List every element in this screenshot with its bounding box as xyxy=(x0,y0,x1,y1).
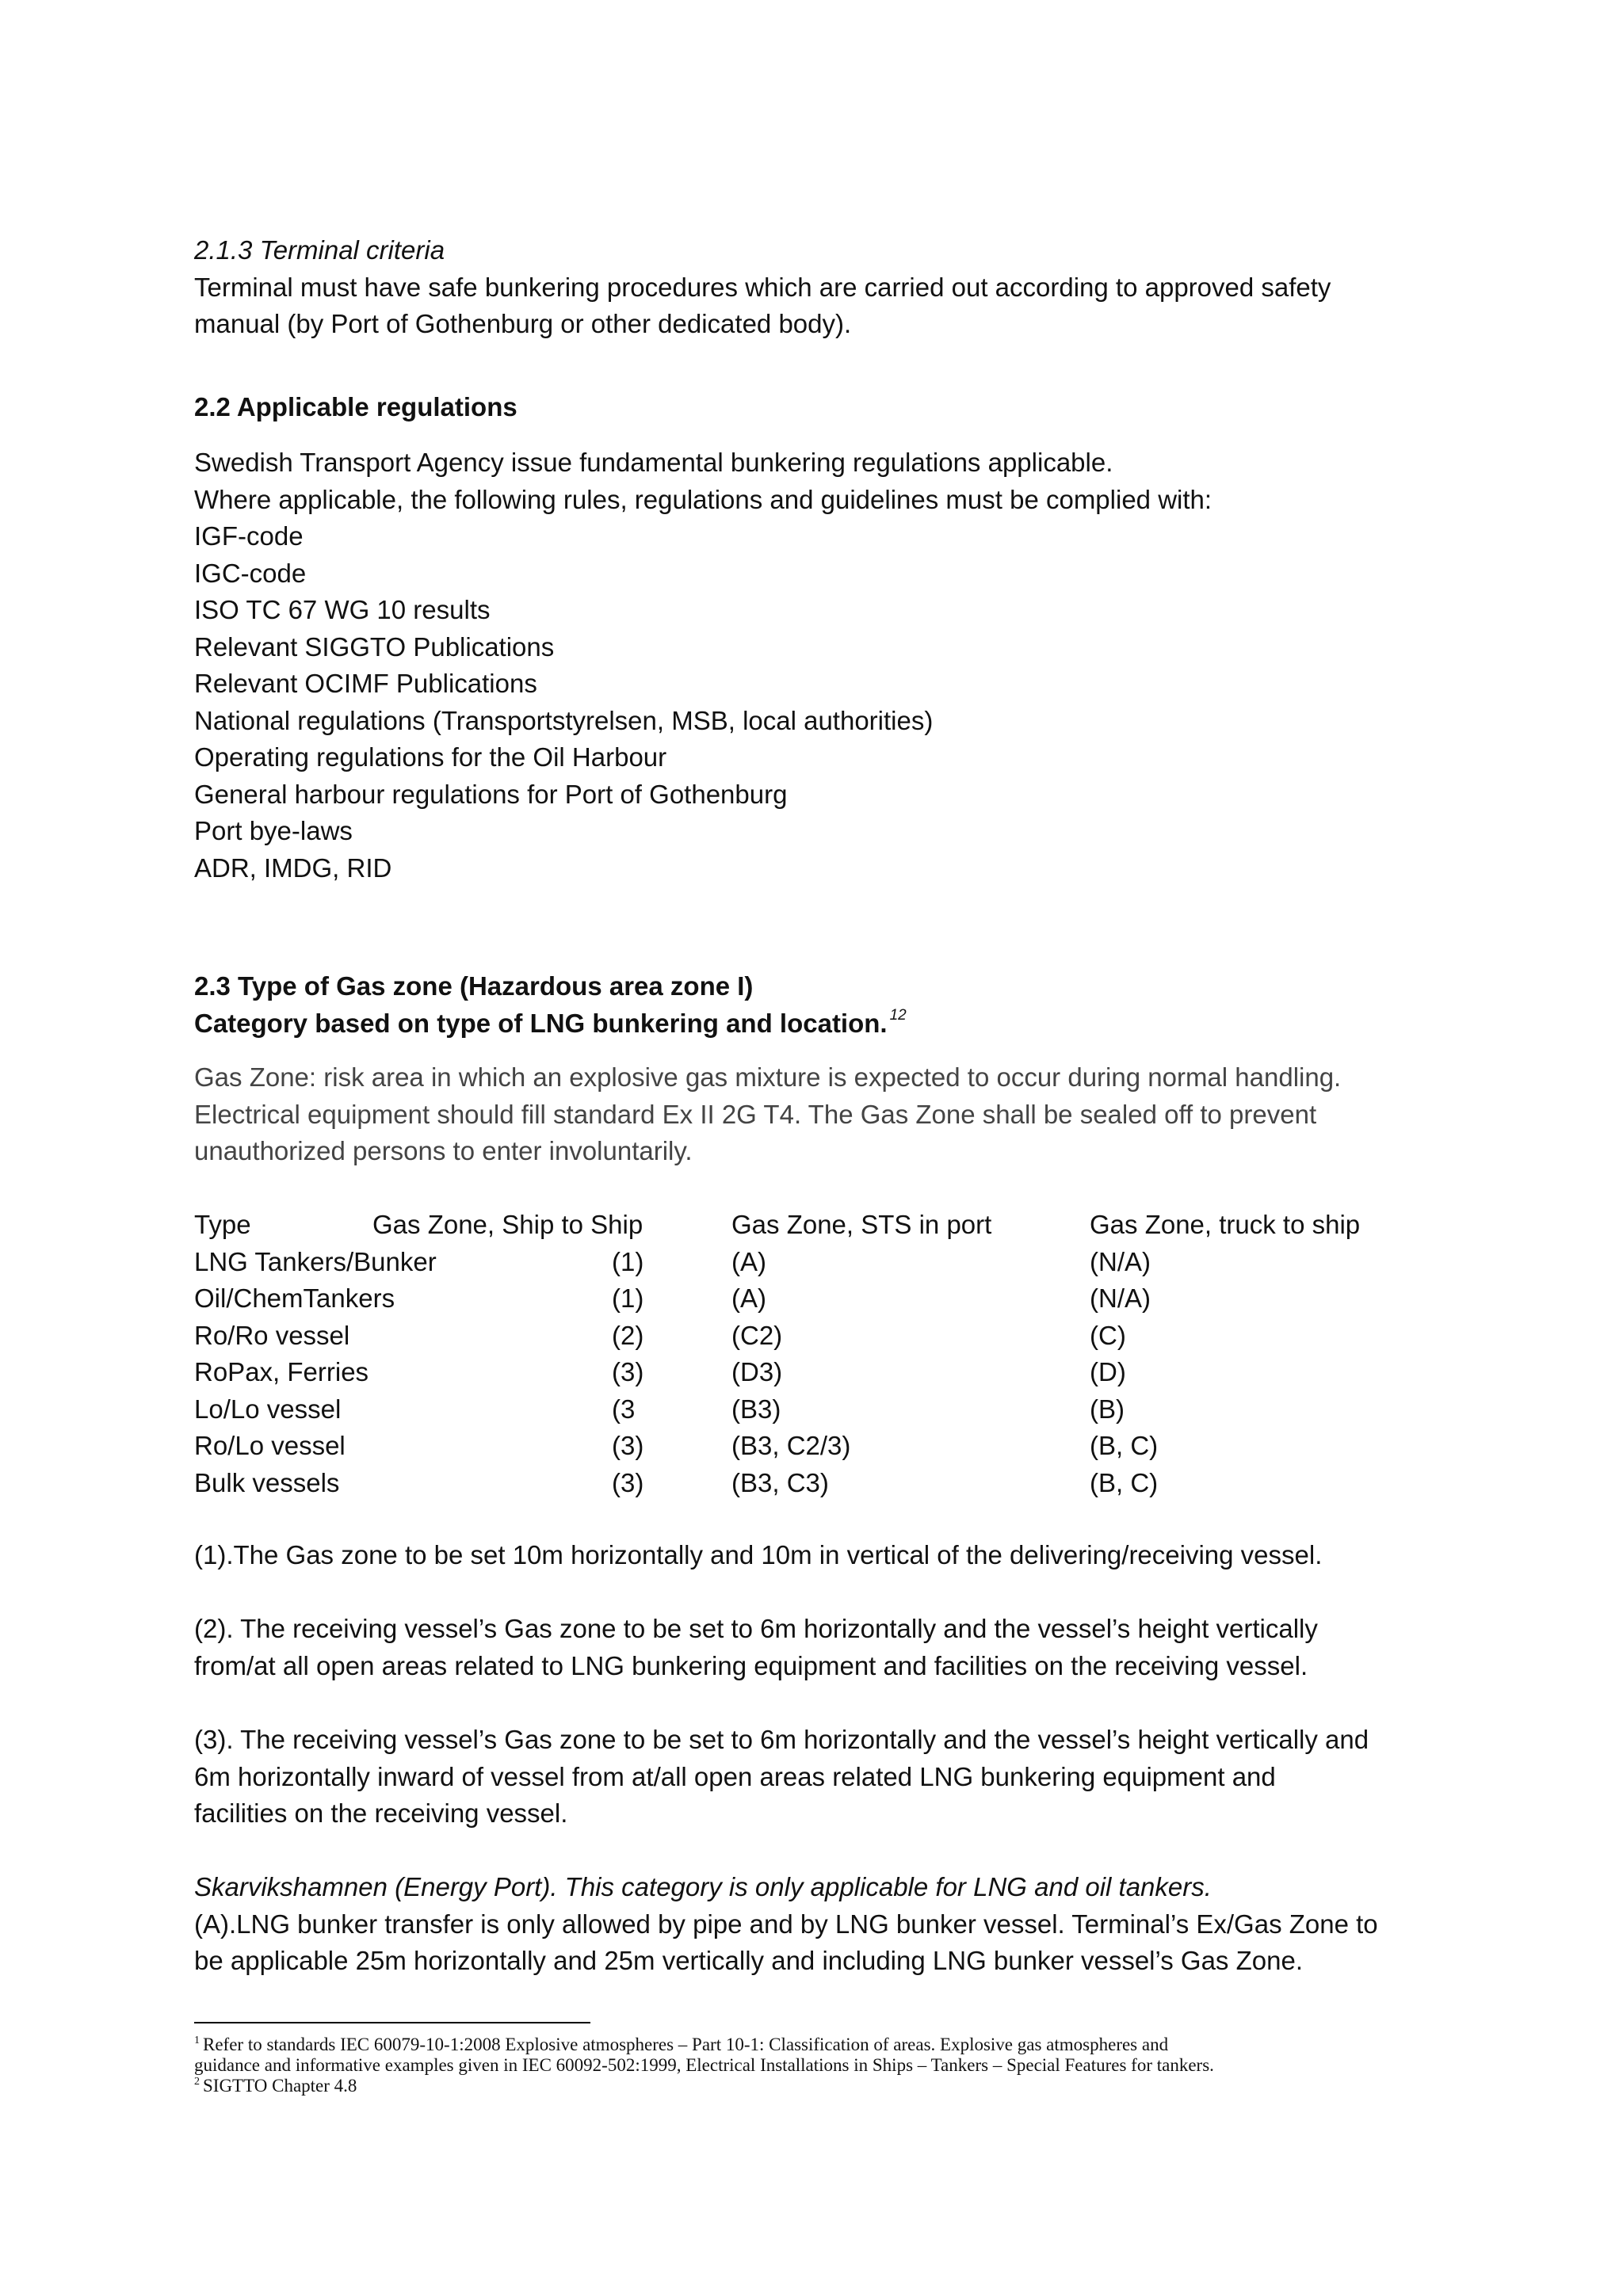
column-header: Type xyxy=(194,1210,251,1239)
table-cell: (C2) xyxy=(731,1320,783,1350)
table-cell: (3) xyxy=(612,1357,644,1386)
note-3 xyxy=(194,1722,1369,1833)
table-row xyxy=(194,1391,1446,1428)
paragraph-line: unauthorized persons to enter involuntarily. xyxy=(194,1136,693,1165)
table-cell: RoPax, Ferries xyxy=(194,1357,369,1386)
gas-zone-intro xyxy=(194,1059,1341,1170)
section-subheading xyxy=(194,1005,907,1043)
table-row xyxy=(194,1428,1446,1465)
list-item: General harbour regulations for Port of Gothenburg xyxy=(194,779,788,809)
regulations-list xyxy=(194,444,1212,887)
list-item: Port bye-laws xyxy=(194,816,353,845)
column-header: Gas Zone, truck to ship xyxy=(1090,1210,1361,1239)
footnote-separator xyxy=(194,2022,590,2023)
table-row xyxy=(194,1244,1446,1281)
section-heading: 2.3 Type of Gas zone (Hazardous area zone I) xyxy=(194,971,754,1001)
list-item: IGC-code xyxy=(194,558,307,588)
paragraph-line: Gas Zone: risk area in which an explosive gas mixture is expected to occur during normal handling. xyxy=(194,1062,1342,1092)
list-item: Relevant OCIMF Publications xyxy=(194,669,537,698)
column-header: Gas Zone, Ship to Ship xyxy=(372,1210,643,1239)
list-item: National regulations (Transportstyrelsen, MSB, local authorities) xyxy=(194,705,934,735)
table-cell: (1) xyxy=(612,1246,644,1276)
section-2-2 xyxy=(194,389,517,426)
list-item: IGF-code xyxy=(194,521,304,551)
column-header: Gas Zone, STS in port xyxy=(731,1210,992,1239)
paragraph-line: (A).LNG bunker transfer is only allowed by pipe and by LNG bunker vessel. Terminal’s Ex/Gas Zone to xyxy=(194,1909,1378,1939)
table-cell: (A) xyxy=(731,1283,766,1313)
section-heading: 2.1.3 Terminal criteria xyxy=(194,235,445,265)
paragraph-line: Electrical equipment should fill standard Ex II 2G T4. The Gas Zone shall be sealed off to prevent xyxy=(194,1099,1317,1129)
footnote-reference: 12 xyxy=(889,1006,907,1024)
list-item: ISO TC 67 WG 10 results xyxy=(194,595,491,624)
table-cell: (B, C) xyxy=(1090,1431,1159,1460)
section-heading: 2.2 Applicable regulations xyxy=(194,392,517,421)
paragraph-line: be applicable 25m horizontally and 25m vertically and including LNG bunker vessel’s Gas Zone. xyxy=(194,1946,1303,1975)
footnote-text: Refer to standards IEC 60079-10-1:2008 Explosive atmospheres – Part 10-1: Classification of areas. Explosive gas atmospheres and xyxy=(203,2035,1169,2054)
table-row xyxy=(194,1465,1446,1502)
table-cell: (3) xyxy=(612,1467,644,1497)
table-cell: Ro/Ro vessel xyxy=(194,1320,350,1350)
table-cell: (2) xyxy=(612,1320,644,1350)
table-cell: LNG Tankers/Bunker xyxy=(194,1246,437,1276)
paragraph-line: from/at all open areas related to LNG bunkering equipment and facilities on the receiving vessel. xyxy=(194,1650,1308,1680)
paragraph-line: manual (by Port of Gothenburg or other dedicated body). xyxy=(194,309,852,338)
paragraph-line: (1).The Gas zone to be set 10m horizontally and 10m in vertical of the delivering/receiving vessel. xyxy=(194,1540,1323,1569)
list-item: Operating regulations for the Oil Harbour xyxy=(194,742,667,772)
paragraph-line: 6m horizontally inward of vessel from at/all open areas related LNG bunkering equipment and xyxy=(194,1761,1276,1791)
paragraph-heading: Skarvikshamnen (Energy Port). This category is only applicable for LNG and oil tankers. xyxy=(194,1872,1212,1901)
list-item: Where applicable, the following rules, regulations and guidelines must be complied with: xyxy=(194,484,1212,514)
paragraph-line: facilities on the receiving vessel. xyxy=(194,1798,568,1828)
footnote-marker: 2 xyxy=(194,2076,200,2088)
footnote-marker: 1 xyxy=(194,2035,200,2046)
footnote-text: SIGTTO Chapter 4.8 xyxy=(203,2076,357,2096)
list-item: ADR, IMDG, RID xyxy=(194,852,392,883)
table-cell: Oil/ChemTankers xyxy=(194,1283,395,1313)
table-row xyxy=(194,1318,1446,1355)
table-row xyxy=(194,1354,1446,1391)
table-cell: (C) xyxy=(1090,1320,1126,1350)
table-cell: (1) xyxy=(612,1283,644,1313)
footnote-1 xyxy=(194,2035,1168,2055)
paragraph-line: Terminal must have safe bunkering procedures which are carried out according to approved safety xyxy=(194,272,1331,302)
table-cell: (B) xyxy=(1090,1394,1125,1424)
table-header-row xyxy=(194,1207,1446,1244)
table-cell: (A) xyxy=(731,1246,766,1276)
footnote-2 xyxy=(194,2076,357,2096)
note-2 xyxy=(194,1611,1318,1684)
section-2-3-heading xyxy=(194,968,907,1042)
paragraph-line: (2). The receiving vessel’s Gas zone to be set to 6m horizontally and the vessel’s height vertically xyxy=(194,1614,1318,1643)
table-cell: (3 xyxy=(612,1394,636,1424)
table-cell: (B3, C3) xyxy=(731,1467,829,1497)
gas-zone-table xyxy=(194,1207,1446,1501)
table-cell: (N/A) xyxy=(1090,1283,1151,1313)
table-cell: Ro/Lo vessel xyxy=(194,1431,346,1460)
subheading-text: Category based on type of LNG bunkering and location. xyxy=(194,1008,888,1038)
table-cell: (N/A) xyxy=(1090,1246,1151,1276)
skarvikshamnen-block xyxy=(194,1869,1378,1980)
table-cell: (3) xyxy=(612,1431,644,1460)
section-2-1-3 xyxy=(194,232,1331,343)
table-row xyxy=(194,1280,1446,1318)
list-item: Swedish Transport Agency issue fundamental bunkering regulations applicable. xyxy=(194,448,1113,477)
note-1 xyxy=(194,1537,1322,1574)
gas-zone-table-grid xyxy=(194,1207,1446,1501)
paragraph-line: (3). The receiving vessel’s Gas zone to be set to 6m horizontally and the vessel’s height vertically and xyxy=(194,1725,1369,1754)
list-item: Relevant SIGGTO Publications xyxy=(194,631,555,662)
table-cell: (B, C) xyxy=(1090,1467,1159,1497)
footnote-text: guidance and informative examples given in IEC 60092-502:1999, Electrical Installations in Ships – Tankers – Special Features for tankers. xyxy=(194,2055,1214,2075)
table-cell: (D) xyxy=(1090,1357,1126,1386)
table-cell: Lo/Lo vessel xyxy=(194,1394,342,1424)
footnote-1-continuation xyxy=(194,2055,1214,2076)
table-cell: Bulk vessels xyxy=(194,1467,340,1497)
table-cell: (D3) xyxy=(731,1357,783,1386)
table-cell: (B3, C2/3) xyxy=(731,1431,851,1460)
table-cell: (B3) xyxy=(731,1394,781,1424)
